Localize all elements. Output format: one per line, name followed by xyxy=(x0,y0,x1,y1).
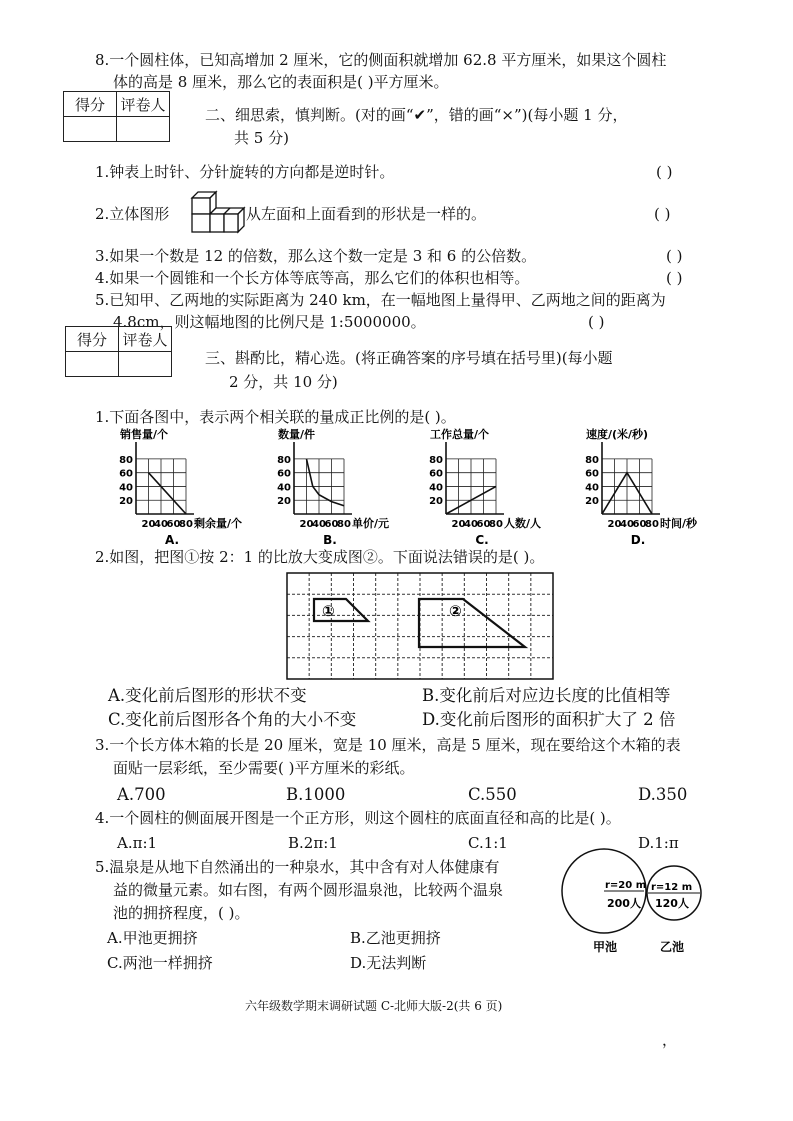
chart-caption: A. xyxy=(164,533,180,547)
q3-option-c[interactable]: C.550 xyxy=(468,785,517,804)
chart-x-tick: 80 xyxy=(179,519,193,530)
s2-item1: 1.钟表上时针、分针旋转的方向都是逆时针。 xyxy=(95,163,395,181)
chart-y-tick: 60 xyxy=(429,468,443,480)
score-box xyxy=(63,91,170,142)
section2-title-cont: 共 5 分) xyxy=(234,129,289,147)
s3-q5-line3: 池的拥挤程度，( )。 xyxy=(113,904,250,922)
s3-q5-line1: 5.温泉是从地下自然涌出的一种泉水，其中含有对人体健康有 xyxy=(95,858,500,876)
s2-item2-before: 2.立体图形 xyxy=(95,205,170,223)
chart-y-tick: 60 xyxy=(119,468,133,480)
q3-option-b[interactable]: B.1000 xyxy=(286,785,346,804)
chart-y-tick: 20 xyxy=(585,496,599,508)
s3-q5-line2: 益的微量元素。如右图，有两个圆形温泉池，比较两个温泉 xyxy=(113,881,504,899)
pool-b-name: 乙池 xyxy=(660,940,685,954)
s3-q1: 1.下面各图中，表示两个相关联的量成正比例的是( )。 xyxy=(95,408,456,426)
section3-title-cont: 2 分，共 10 分) xyxy=(229,373,338,391)
figure-1-label: ① xyxy=(322,602,335,620)
chart-x-tick: 20 xyxy=(607,519,622,530)
pool-a-radius: r=20 m xyxy=(605,880,647,891)
s2-item3: 3.如果一个数是 12 的倍数，那么这个数一定是 3 和 6 的公倍数。 xyxy=(95,247,537,265)
chart-y-label: 速度/(米/秒) xyxy=(586,428,649,441)
q5-option-d[interactable]: D.无法判断 xyxy=(350,954,427,972)
chart-x-label: 时间/秒 xyxy=(660,517,698,530)
q2-option-a[interactable]: A.变化前后图形的形状不变 xyxy=(108,686,307,705)
s2-item4: 4.如果一个圆锥和一个长方体等底等高，那么它们的体积也相等。 xyxy=(95,269,530,287)
page-footer: 六年级数学期末调研试题 C-北师大版-2(共 6 页) xyxy=(245,999,503,1013)
q3-option-d[interactable]: D.350 xyxy=(638,785,688,804)
chart-x-tick: 80 xyxy=(337,519,351,530)
chart-x-label: 剩余量/个 xyxy=(194,517,243,530)
figure-2-label: ② xyxy=(449,602,462,620)
pool-b-radius: r=12 m xyxy=(651,882,693,893)
grader-cell[interactable] xyxy=(117,117,170,142)
chart-y-tick: 40 xyxy=(429,482,443,494)
chart-x-label: 人数/人 xyxy=(504,517,542,530)
chart-y-tick: 20 xyxy=(119,496,133,508)
s3-q3-line2: 面贴一层彩纸，至少需要( )平方厘米的彩纸。 xyxy=(113,759,415,777)
chart-y-tick: 80 xyxy=(277,454,291,466)
q4-option-d[interactable]: D.1:π xyxy=(638,834,679,852)
pool-a-people: 200人 xyxy=(607,897,641,910)
chart-x-tick: 40 xyxy=(464,519,478,530)
score-label: 得分 xyxy=(66,327,119,352)
chart-caption: D. xyxy=(630,533,646,547)
score-label: 得分 xyxy=(64,92,117,117)
chart-y-tick: 80 xyxy=(585,454,599,466)
s3-q4: 4.一个圆柱的侧面展开图是一个正方形，则这个圆柱的底面直径和高的比是( )。 xyxy=(95,809,621,827)
s2-item3-blank[interactable]: ( ) xyxy=(666,247,683,265)
chart-x-tick: 20 xyxy=(141,519,156,530)
chart-y-tick: 60 xyxy=(585,468,599,480)
chart-x-tick: 80 xyxy=(645,519,659,530)
s3-q3-line1: 3.一个长方体木箱的长是 20 厘米，宽是 10 厘米，高是 5 厘米，现在要给这个木箱的表 xyxy=(95,736,681,754)
chart-x-tick: 60 xyxy=(476,519,491,530)
q4-option-b[interactable]: B.2π:1 xyxy=(288,834,338,852)
chart-series-line xyxy=(307,459,345,506)
pools-figure xyxy=(560,847,710,959)
chart-caption: C. xyxy=(475,533,489,547)
chart-x-tick: 20 xyxy=(299,519,314,530)
chart-y-label: 数量/件 xyxy=(278,428,316,441)
pool-b-people: 120人 xyxy=(655,897,689,910)
s2-item1-blank[interactable]: ( ) xyxy=(656,163,673,181)
s3-q2: 2.如图，把图①按 2：1 的比放大变成图②。下面说法错误的是( )。 xyxy=(95,548,545,566)
s2-item4-blank[interactable]: ( ) xyxy=(666,269,683,287)
chart-x-tick: 20 xyxy=(451,519,466,530)
s2-item5-cont: 4.8cm，则这幅地图的比例尺是 1:5000000。 xyxy=(113,313,426,331)
chart-x-tick: 80 xyxy=(489,519,503,530)
q4-option-a[interactable]: A.π:1 xyxy=(117,834,158,852)
grader-cell[interactable] xyxy=(119,352,172,377)
chart-x-tick: 40 xyxy=(312,519,326,530)
q5-option-c[interactable]: C.两池一样拥挤 xyxy=(107,954,213,972)
s2-item2-blank[interactable]: ( ) xyxy=(654,205,671,223)
stray-mark: ， xyxy=(662,1031,678,1049)
chart-x-label: 单价/元 xyxy=(352,517,390,530)
grader-label: 评卷人 xyxy=(117,92,170,117)
q3-option-a[interactable]: A.700 xyxy=(117,785,166,804)
chart-y-tick: 20 xyxy=(429,496,443,508)
scaling-grid-figure xyxy=(286,572,554,680)
grader-label: 评卷人 xyxy=(119,327,172,352)
q5-option-b[interactable]: B.乙池更拥挤 xyxy=(350,929,441,947)
s2-item5: 5.已知甲、乙两地的实际距离为 240 km，在一幅地图上量得甲、乙两地之间的距离为 xyxy=(95,291,666,309)
chart-y-tick: 40 xyxy=(277,482,291,494)
chart-x-tick: 60 xyxy=(324,519,339,530)
chart-x-tick: 40 xyxy=(620,519,634,530)
q8-line1: 8.一个圆柱体，已知高增加 2 厘米，它的侧面积就增加 62.8 平方厘米，如果这个圆柱 xyxy=(95,51,667,69)
chart-y-tick: 40 xyxy=(585,482,599,494)
chart-y-label: 销售量/个 xyxy=(120,428,169,441)
chart-y-tick: 20 xyxy=(277,496,291,508)
proportion-charts xyxy=(108,428,698,547)
q5-option-a[interactable]: A.甲池更拥挤 xyxy=(107,929,198,947)
chart-y-tick: 80 xyxy=(119,454,133,466)
cube-stack-figure xyxy=(188,188,246,236)
chart-x-tick: 60 xyxy=(632,519,647,530)
score-cell[interactable] xyxy=(64,117,117,142)
chart-y-tick: 40 xyxy=(119,482,133,494)
chart-y-tick: 80 xyxy=(429,454,443,466)
chart-x-tick: 40 xyxy=(154,519,168,530)
chart-series-line xyxy=(149,473,187,514)
chart-y-tick: 60 xyxy=(277,468,291,480)
score-cell[interactable] xyxy=(66,352,119,377)
q8-line2: 体的高是 8 厘米，那么它的表面积是( )平方厘米。 xyxy=(113,73,449,91)
chart-caption: B. xyxy=(323,533,337,547)
q2-option-d[interactable]: D.变化前后图形的面积扩大了 2 倍 xyxy=(422,710,676,729)
q2-option-c[interactable]: C.变化前后图形各个角的大小不变 xyxy=(108,710,357,729)
section3-title: 三、斟酌比，精心选。(将正确答案的序号填在括号里)(每小题 xyxy=(205,349,613,367)
q2-option-b[interactable]: B.变化前后对应边长度的比值相等 xyxy=(422,686,671,705)
chart-x-tick: 60 xyxy=(166,519,181,530)
s2-item2-after: 从左面和上面看到的形状是一样的。 xyxy=(246,205,487,223)
q4-option-c[interactable]: C.1:1 xyxy=(468,834,508,852)
section2-title: 二、细思索，慎判断。(对的画“✔”，错的画“×”)(每小题 1 分， xyxy=(205,106,628,124)
score-box xyxy=(65,326,172,377)
pool-a-name: 甲池 xyxy=(593,940,618,954)
s2-item5-blank[interactable]: ( ) xyxy=(588,313,605,331)
chart-y-label: 工作总量/个 xyxy=(430,428,490,441)
